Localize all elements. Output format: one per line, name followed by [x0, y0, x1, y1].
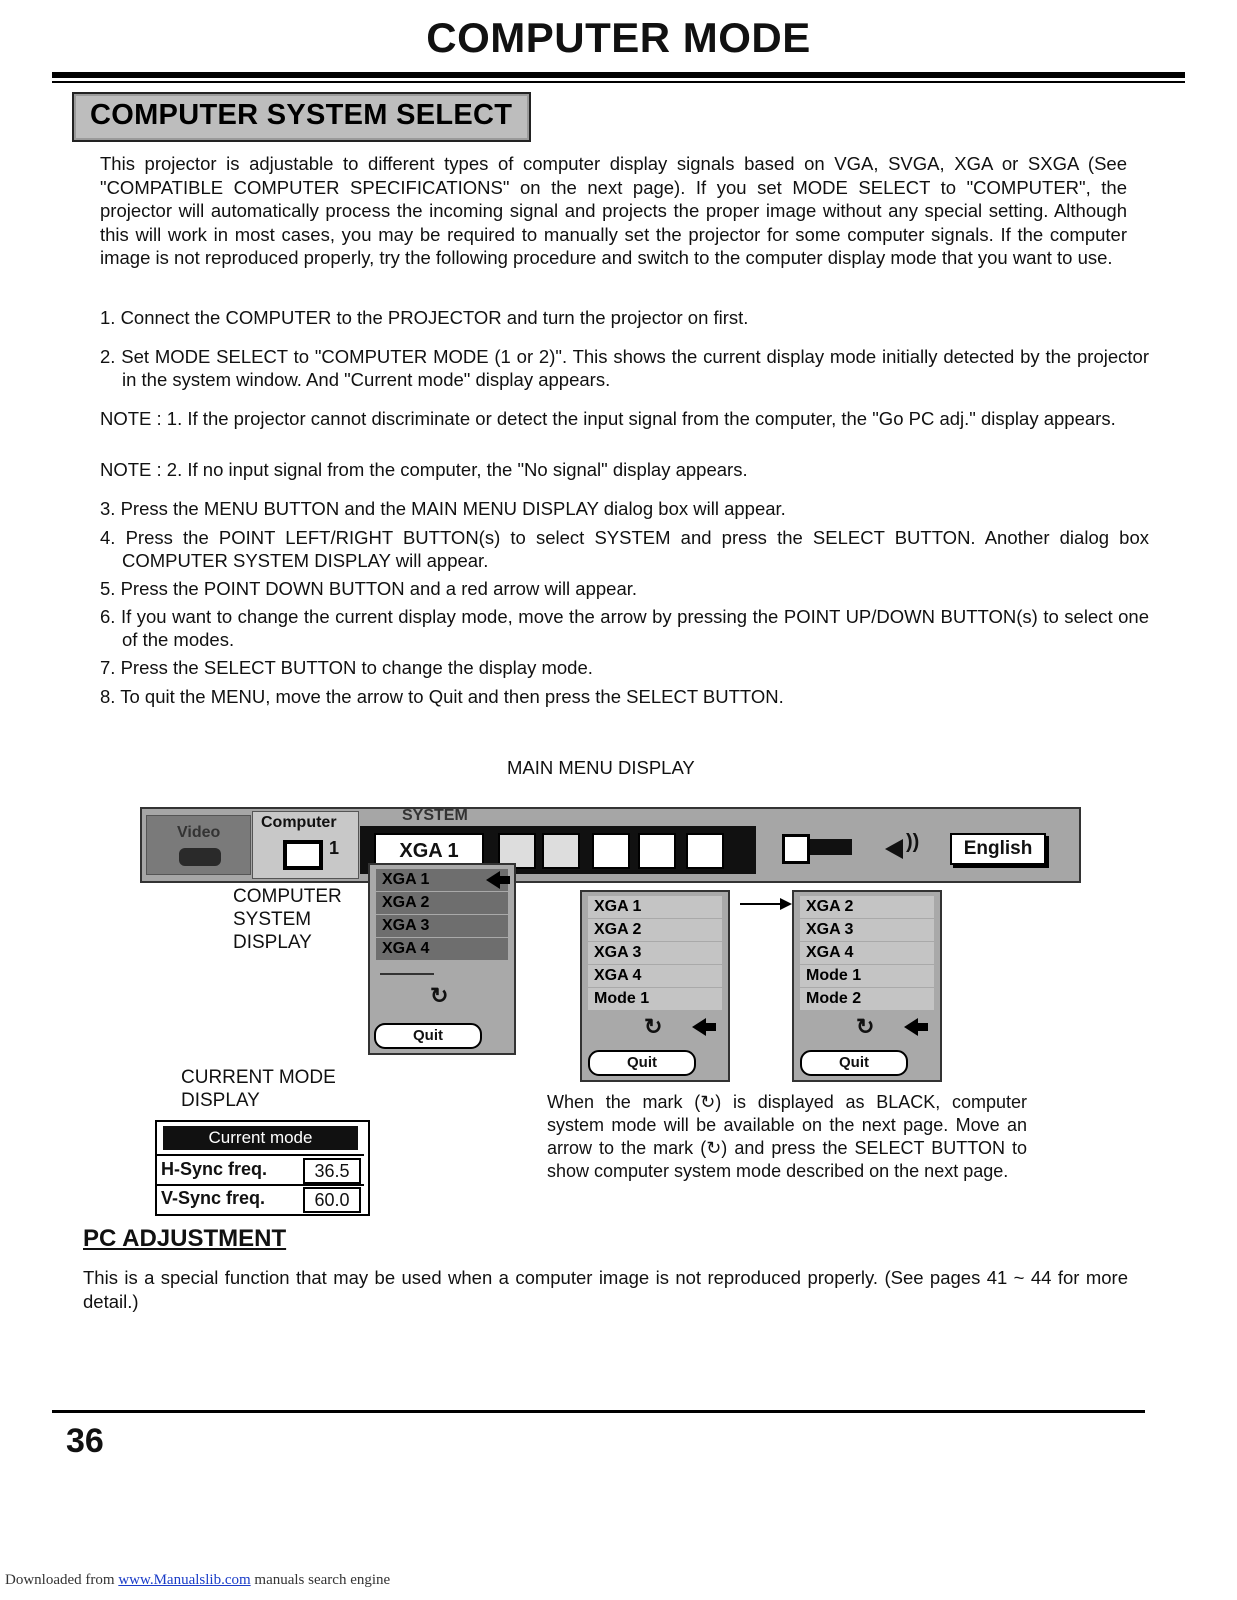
current-mode-display-label: CURRENT MODE DISPLAY — [181, 1067, 336, 1111]
page-title: COMPUTER MODE — [426, 14, 811, 61]
list-item[interactable]: XGA 4 — [800, 942, 934, 964]
step-2: 2. Set MODE SELECT to "COMPUTER MODE (1 or 2)". This shows the current display mode initially detected by the projector in the system window. And "Current mode" display appears. — [100, 346, 1149, 390]
v-sync-value: 60.0 — [303, 1187, 361, 1213]
sound-waves-icon: )) — [906, 831, 920, 853]
list-item[interactable]: XGA 3 — [376, 915, 508, 937]
list-item[interactable]: XGA 4 — [376, 938, 508, 960]
h-sync-label: H-Sync freq. — [161, 1159, 268, 1179]
language-value[interactable]: English — [950, 833, 1046, 865]
mark-explanation: When the mark (↻) is displayed as BLACK, computer system mode will be available on the next page. Move an arrow to the mark (↻) and press the SELECT BUTTON to show computer system mode described on the next page. — [547, 1092, 1027, 1181]
footer-suffix: manuals search engine — [250, 1572, 391, 1588]
menu-computer-tab[interactable] — [252, 811, 359, 879]
quit-button[interactable]: Quit — [800, 1050, 908, 1076]
download-footer — [5, 1572, 390, 1589]
step-4: 4. Press the POINT LEFT/RIGHT BUTTON(s) to select SYSTEM and press the SELECT BUTTON. Another dialog box COMPUTER SYSTEM DISPLAY will appear. — [100, 527, 1149, 571]
pc-adjust-icon[interactable] — [542, 833, 580, 869]
main-menu-bar — [140, 807, 1081, 883]
title-rule-thin — [52, 81, 1185, 83]
transition-arrow-icon — [780, 898, 792, 910]
list-item[interactable]: XGA 3 — [588, 942, 722, 964]
list-item[interactable]: Mode 1 — [800, 965, 934, 987]
list-item[interactable]: Mode 2 — [800, 988, 934, 1010]
monitor-icon — [283, 840, 323, 870]
manualslib-link[interactable]: www.Manualslib.com — [118, 1572, 251, 1588]
section-title: COMPUTER SYSTEM SELECT — [90, 99, 513, 131]
cycle-mark-icon[interactable]: ↻ — [856, 1014, 875, 1039]
step-8: 8. To quit the MENU, move the arrow to Quit and then press the SELECT BUTTON. — [100, 686, 784, 707]
step-6: 6. If you want to change the current display mode, move the arrow by pressing the POINT UP/DOWN BUTTON(s) to select one of the modes. — [100, 606, 1149, 650]
current-mode-divider — [157, 1154, 364, 1156]
page-number: 36 — [66, 1422, 104, 1460]
selection-arrow-icon — [904, 1018, 918, 1036]
current-mode-divider — [157, 1184, 364, 1186]
cycle-mark-icon[interactable]: ↻ — [430, 983, 449, 1008]
main-menu-caption: MAIN MENU DISPLAY — [507, 757, 695, 778]
current-mode-title: Current mode — [163, 1126, 358, 1150]
current-mode-box — [155, 1120, 370, 1216]
title-rule — [52, 72, 1185, 78]
video-icon — [179, 848, 221, 866]
computer-system-display-label: COMPUTER SYSTEM DISPLAY — [233, 886, 342, 953]
selection-arrow-icon — [486, 871, 500, 889]
list-item[interactable]: XGA 4 — [588, 965, 722, 987]
list-item[interactable]: XGA 2 — [376, 892, 508, 914]
step-7: 7. Press the SELECT BUTTON to change the display mode. — [100, 657, 593, 678]
step-1: 1. Connect the COMPUTER to the PROJECTOR and turn the projector on first. — [100, 307, 749, 328]
pc-adjustment-heading: PC ADJUSTMENT — [83, 1225, 287, 1252]
menu-computer-number: 1 — [329, 838, 340, 858]
footer-prefix: Downloaded from — [5, 1572, 119, 1588]
menu-computer-label: Computer — [261, 814, 337, 831]
cycle-mark-icon[interactable]: ↻ — [644, 1014, 663, 1039]
menu-system-label: SYSTEM — [402, 807, 468, 824]
system-value-box[interactable]: XGA 1 — [374, 833, 484, 869]
speaker-icon[interactable] — [885, 839, 903, 859]
mode-list-before — [580, 890, 730, 1082]
quit-button[interactable]: Quit — [588, 1050, 696, 1076]
position-icon[interactable] — [592, 833, 630, 869]
selection-arrow-icon — [692, 1018, 706, 1036]
list-divider — [380, 973, 434, 975]
setting-icon[interactable] — [686, 833, 724, 869]
step-3: 3. Press the MENU BUTTON and the MAIN MENU DISPLAY dialog box will appear. — [100, 498, 786, 519]
computer-system-display-panel — [368, 863, 516, 1055]
list-item[interactable]: XGA 1 — [588, 896, 722, 918]
screen-icon[interactable] — [638, 833, 676, 869]
v-sync-label: V-Sync freq. — [161, 1188, 266, 1208]
language-flag-icon — [782, 834, 810, 864]
flag-pole-icon — [810, 839, 852, 855]
quit-button[interactable]: Quit — [374, 1023, 482, 1049]
step-5: 5. Press the POINT DOWN BUTTON and a red arrow will appear. — [100, 578, 638, 599]
h-sync-value: 36.5 — [303, 1158, 361, 1184]
list-item[interactable]: XGA 2 — [588, 919, 722, 941]
pc-adjustment-text: This is a special function that may be used when a computer image is not reproduced properly. (See pages 41 ~ 44 for more detail.) — [83, 1267, 1128, 1312]
note-1: NOTE : 1. If the projector cannot discriminate or detect the input signal from the computer, the "Go PC adj." display appears. — [100, 408, 1116, 429]
menu-video-tab[interactable] — [146, 815, 251, 875]
list-item[interactable]: Mode 1 — [588, 988, 722, 1010]
transition-arrow-shaft — [740, 903, 780, 905]
intro-paragraph: This projector is adjustable to different types of computer display signals based on VGA, SVGA, XGA or SXGA (See "COMPATIBLE COMPUTER SPECIFICATIONS" on the next page). If you set MODE SELECT to "COMPUTER", the projector will automatically process the incoming signal and projects the proper image without any special setting. Although this will work in most cases, you may be required to manually set the projector for some computer signals. If the computer image is not reproduced properly, try the following procedure and switch to the computer display mode that you want to use. — [100, 153, 1127, 268]
note-2: NOTE : 2. If no input signal from the computer, the "No signal" display appears. — [100, 459, 748, 480]
section-title-box — [72, 92, 531, 142]
menu-video-label: Video — [177, 824, 221, 841]
footer-rule — [52, 1410, 1145, 1413]
list-item[interactable]: XGA 3 — [800, 919, 934, 941]
list-item[interactable]: XGA 2 — [800, 896, 934, 918]
mode-list-after — [792, 890, 942, 1082]
list-item[interactable]: XGA 1 — [376, 869, 508, 891]
